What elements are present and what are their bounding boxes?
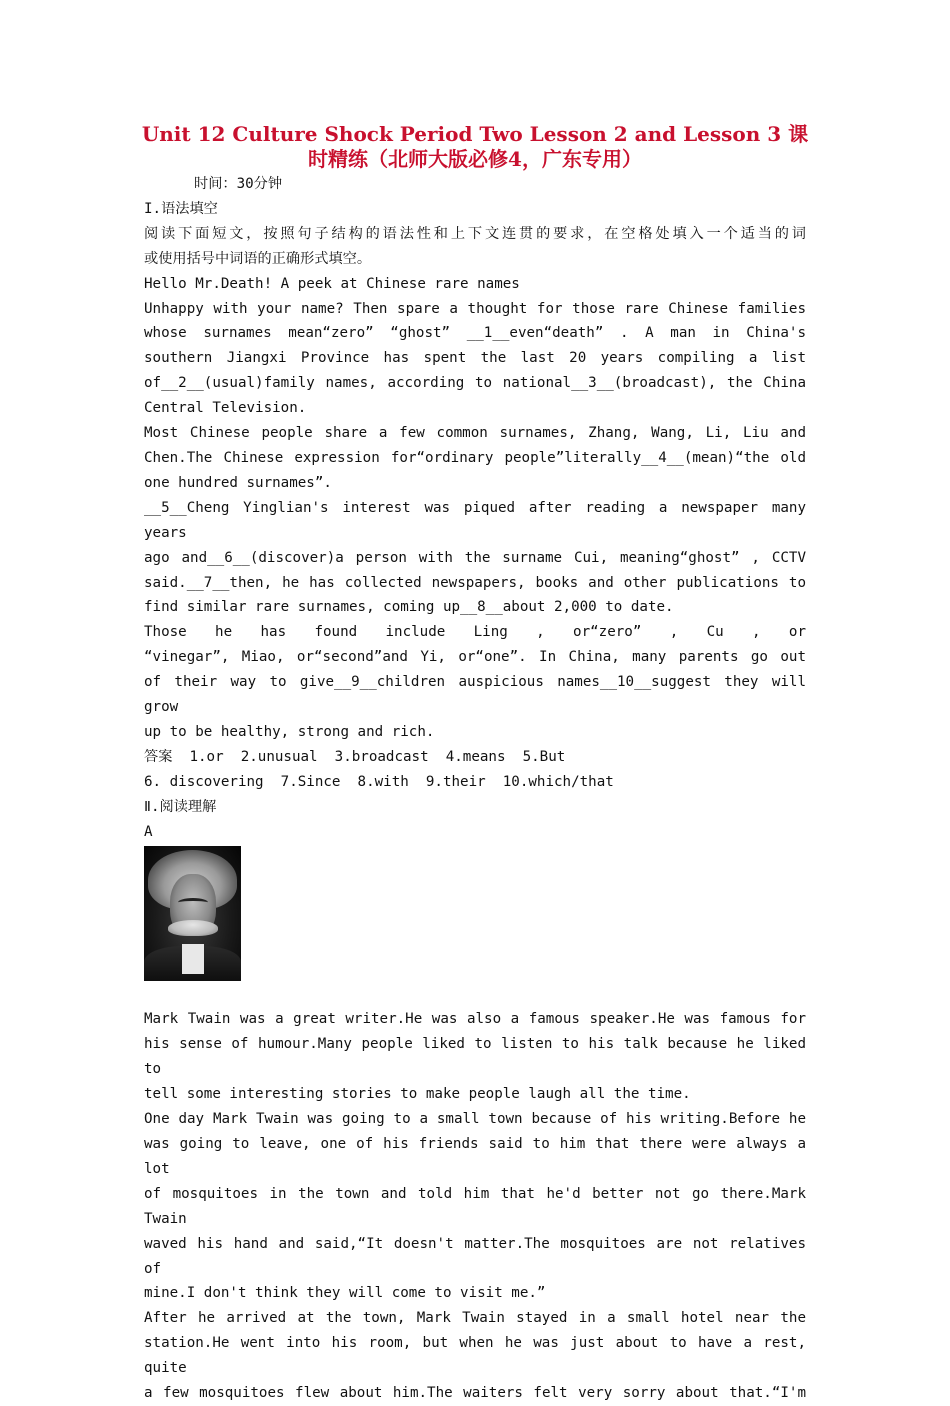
text-line: ago and__6__(discover)a person with the surname Cui, meaning“ghost” , CCTV: [144, 549, 806, 566]
text-line: Those he has found include Ling , or“zero” , Cu , or: [144, 624, 806, 641]
paragraph: [144, 620, 806, 745]
text-line: Unhappy with your name? Then spare a thought for those rare Chinese families: [144, 300, 806, 317]
time-limit: 时间：30分钟: [194, 176, 283, 192]
text-line: waved his hand and said,“It doesn't matter.The mosquitoes are not relatives of: [144, 1235, 806, 1277]
title-line-2: 时精练（北师大版必修4，广东专用）: [308, 147, 642, 171]
text-line: of mosquitoes in the town and told him that he'd better not go there.Mark Twain: [144, 1185, 806, 1227]
instruction-line: 或使用括号中词语的正确形式填空。: [144, 250, 372, 267]
text-line: southern Jiangxi Province has spent the last 20 years compiling a list: [144, 350, 806, 367]
text-line: up to be healthy, strong and rich.: [144, 723, 435, 740]
text-line: “vinegar”, Miao, or“second”and Yi, or“one”. In China, many parents go out: [144, 649, 806, 666]
text-line: a few mosquitoes flew about him.The waiters felt very sorry about that.“I'm: [144, 1385, 806, 1402]
text-line: find similar rare surnames, coming up__8__about 2,000 to date.: [144, 599, 674, 616]
text-line: One day Mark Twain was going to a small town because of his writing.Before he: [144, 1111, 806, 1128]
passage-title: Hello Mr.Death! A peek at Chinese rare names: [144, 275, 520, 292]
section-heading: Ⅱ.阅读理解: [144, 798, 217, 815]
title-line-1: Unit 12 Culture Shock Period Two Lesson 2 and Lesson 3 课: [141, 122, 809, 146]
text-line: one hundred surnames”.: [144, 474, 332, 491]
text-line: tell some interesting stories to make people laugh all the time.: [144, 1086, 691, 1103]
text-line: his sense of humour.Many people liked to listen to his talk because he liked to: [144, 1036, 806, 1078]
text-line: Mark Twain was a great writer.He was also a famous speaker.He was famous for: [144, 1011, 806, 1028]
text-line: said.__7__then, he has collected newspapers, books and other publications to: [144, 574, 806, 591]
text-line: was going to leave, one of his friends said to him that there were always a lot: [144, 1136, 806, 1177]
text-line: After he arrived at the town, Mark Twain stayed in a small hotel near the: [144, 1310, 806, 1327]
text-line: Central Television.: [144, 400, 307, 417]
passage-label: A: [144, 823, 153, 840]
paragraph: [144, 1306, 806, 1406]
text-line: Most Chinese people share a few common surnames, Zhang, Wang, Li, Liu and: [144, 425, 806, 442]
text-line: of__2__(usual)family names, according to national__3__(broadcast), the China: [144, 375, 806, 392]
portrait-photo: [144, 846, 241, 981]
answer-line: 答案 1.or 2.unusual 3.broadcast 4.means 5.But: [144, 748, 566, 765]
text-line: __5__Cheng Yinglian's interest was piqued after reading a newspaper many years: [144, 499, 806, 541]
answer-line: 6. discovering 7.Since 8.with 9.their 10.which/that: [144, 773, 614, 790]
answer-key: [144, 745, 806, 795]
text-line: Chen.The Chinese expression for“ordinary people”literally__4__(mean)“the old: [144, 449, 806, 466]
text-line: whose surnames mean“zero” “ghost” __1__even“death” . A man in China's: [144, 325, 806, 342]
paragraph: [144, 297, 806, 422]
paragraph: [144, 421, 806, 496]
paragraph: [144, 1107, 806, 1306]
document-title: [136, 122, 814, 172]
text-line: mine.I don't think they will come to visit me.”: [144, 1285, 546, 1302]
document-page: [141, 122, 809, 1406]
section-heading: I.语法填空: [144, 200, 218, 217]
instruction-line: 阅读下面短文，按照句子结构的语法性和上下文连贯的要求，在空格处填入一个适当的词: [144, 225, 806, 242]
text-line: station.He went into his room, but when he was just about to have a rest, quite: [144, 1335, 806, 1377]
paragraph: [144, 496, 806, 621]
text-line: of their way to give__9__children auspicious names__10__suggest they will grow: [144, 674, 806, 716]
paragraph: [144, 1007, 806, 1107]
